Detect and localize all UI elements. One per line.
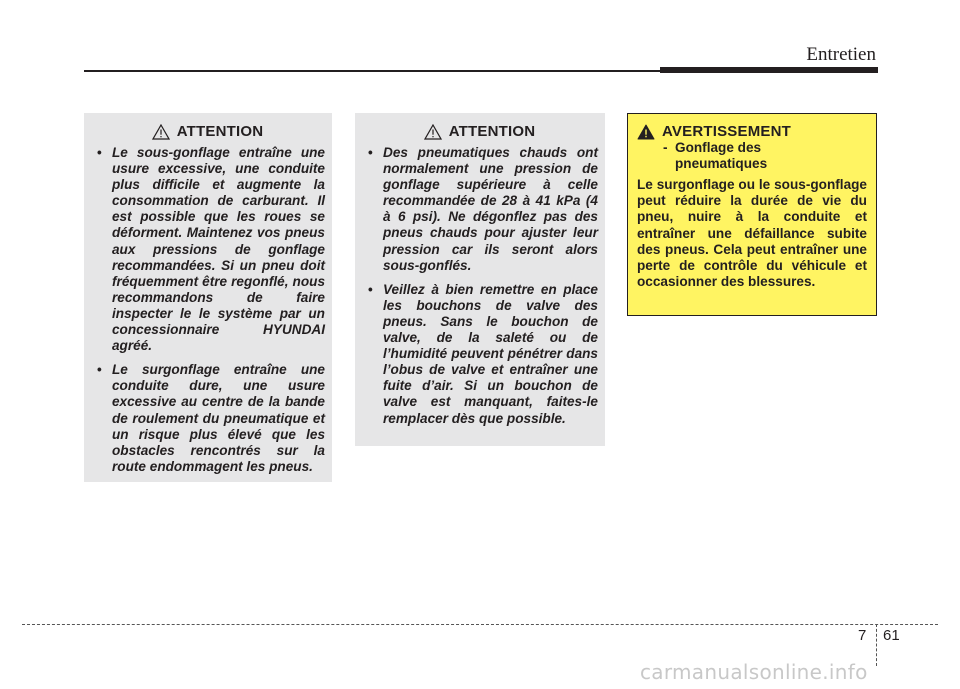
warning-subheading-dash: - [663, 140, 668, 155]
warning-box-title: AVERTISSEMENT [662, 123, 792, 140]
warning-triangle-filled-icon [637, 124, 655, 140]
watermark: carmanualsonline.info [640, 660, 868, 684]
caution-box-2-bullet-2: • Veillez à bien remettre en place les bouchons de valve des pneus. Sans le bouchon de valve, de la saleté ou de l’humidité peuvent pénétrer dans l’obus de valve et entraîner une fuite d’air. Si un bouchon de valve est manquant, faites-le remplacer dès que possible. [361, 282, 598, 427]
caution-box-2-list [361, 145, 598, 427]
caution-box-1-bullet-2: • Le surgonflage entraîne une conduite dure, une usure excessive au centre de la bande de roulement du pneumatique et un risque plus élevé que les obstacles rencontrés sur la route endommagent les pneus. [90, 362, 325, 475]
caution-box-1-header [90, 123, 325, 140]
warning-triangle-outline-icon [424, 124, 442, 140]
warning-box-body: Le surgonflage ou le sous-gonflage peut réduire la durée de vie du pneu, nuire à la conduite et entraîner une défaillance subite des pneus. Cela peut entraîner une perte de contrôle du véhicule et occasionner des blessures. [637, 177, 867, 290]
warning-triangle-outline-icon [152, 124, 170, 140]
warning-box [627, 113, 877, 316]
warning-box-header [637, 123, 867, 140]
caution-box-2-header [361, 123, 598, 140]
caution-box-1-title: ATTENTION [176, 123, 264, 140]
footer-dashed-vrule [876, 624, 877, 666]
footer-dashed-rule [22, 624, 938, 625]
caution-box-1-list [90, 145, 325, 475]
caution-box-2-bullet-1: • Des pneumatiques chauds ont normalement une pression de gonflage supérieure à celle recommandée de 28 à 41 kPa (4 à 6 psi). Ne dégonflez pas des pneus chauds pour ajuster leur pression car ils seront alors sous-gonflés. [361, 145, 598, 274]
warning-box-subheading [663, 140, 867, 171]
header-rule-thin [84, 70, 664, 72]
caution-box-2-title: ATTENTION [448, 123, 536, 140]
caution-box-2 [355, 113, 605, 446]
caution-box-1 [84, 113, 332, 482]
caution-box-1-bullet-1: • Le sous-gonflage entraîne une usure excessive, une conduite plus difficile et augmente la consommation de carburant. Il est possible que les roues se déforment. Maintenez vos pneus aux pressions de gonflage recommandées. Si un pneu doit fréquemment être regonflé, nous recommandons de faire inspecter le le système par un concessionnaire HYUNDAI agréé. [90, 145, 325, 354]
chapter-number: 7 [858, 627, 867, 644]
page-header-title: Entretien [806, 44, 876, 65]
page-number: 61 [883, 627, 900, 644]
warning-subheading-text: Gonflage des pneumatiques [675, 140, 768, 171]
header-rule-thick [660, 67, 878, 73]
